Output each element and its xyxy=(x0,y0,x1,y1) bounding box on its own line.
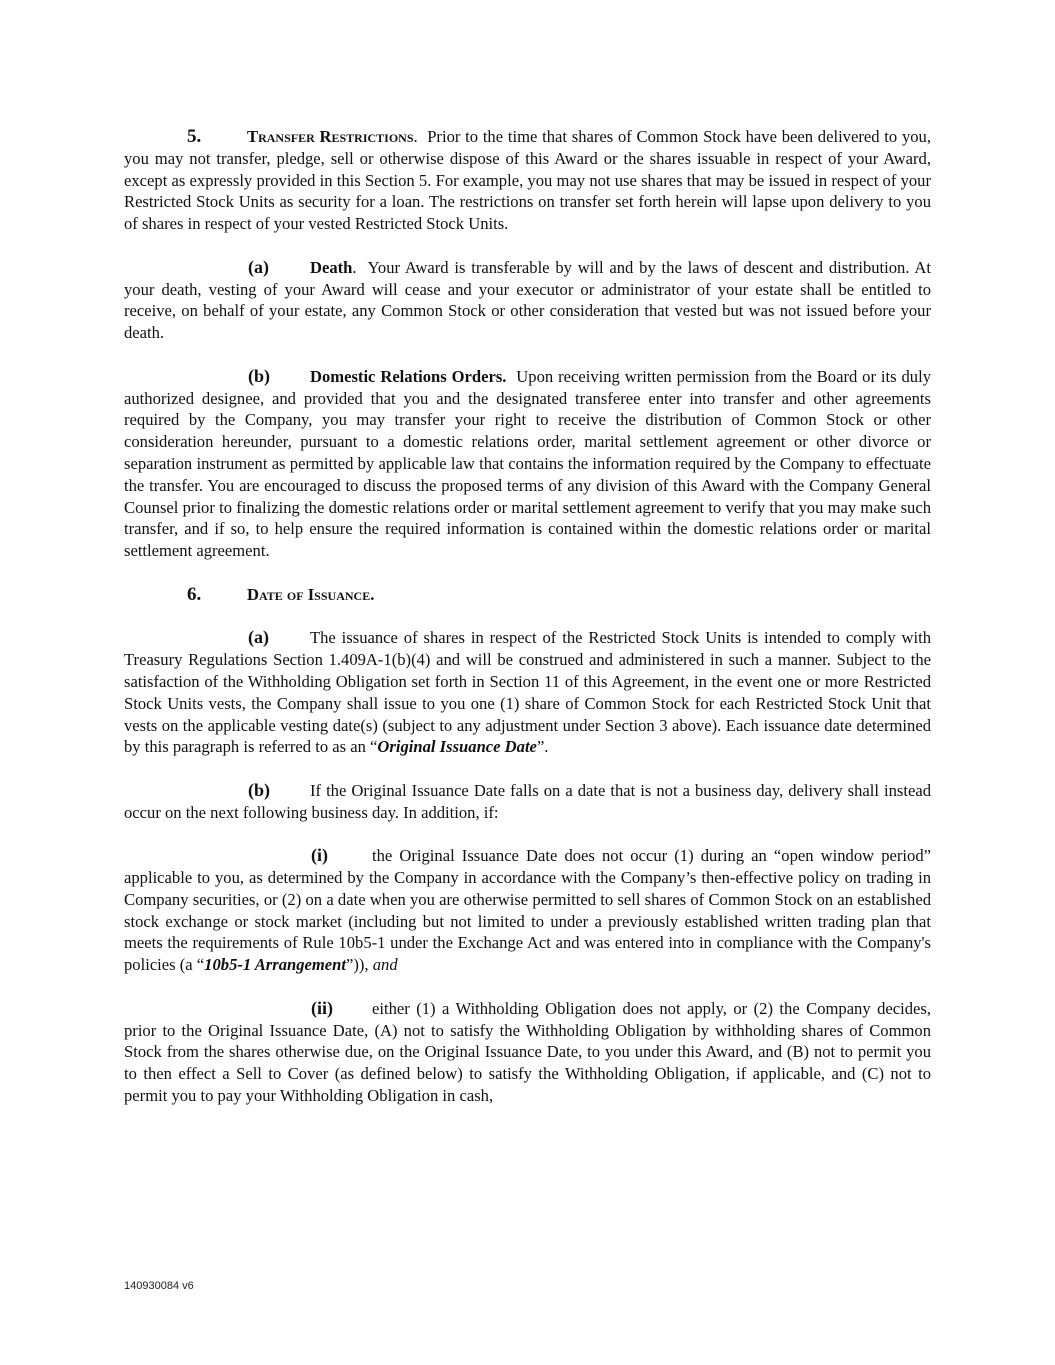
section-5b-paragraph xyxy=(124,366,931,562)
subsection-title: Death xyxy=(310,257,353,277)
section-6-heading xyxy=(124,584,931,606)
clause-conjunction: and xyxy=(372,955,398,975)
defined-term: Original Issuance Date xyxy=(377,737,537,757)
document-body xyxy=(124,126,931,1107)
subsection-text: Your Award is transferable by will and by the laws of descent and distribution. At your death, vesting of your Award will cease and your executor or administrator of your estate shall be entitled to receive, on behalf of your estate, any Common Stock or other consideration that vested but was not issued before your death. xyxy=(124,257,931,343)
section-text: Prior to the time that shares of Common Stock have been delivered to you, you may not transfer, pledge, sell or otherwise dispose of this Award or the shares issuable in respect of your Award, except as expressly provided in this Section 5. For example, you may not use shares that may be issued in respect of your Restricted Stock Units as security for a loan. The restrictions on transfer set forth herein will lapse upon delivery to you of shares in respect of your vested Restricted Stock Units. xyxy=(124,127,931,234)
section-6a-paragraph: (a) The issuance of shares in respect of the Restricted Stock Units is intended to comply with Treasury Regulations Section 1.409A-1(b)(4) and will be construed and administered in such a manner. Subject to the satisfaction of the Withholding Obligation set forth in Section 11 of this Agreement, in the event one or more Restricted Stock Units vests, the Company shall issue to you one (1) share of Common Stock for each Restricted Stock Unit that vests on the applicable vesting date(s) (subject to any adjustment under Section 3 above). Each issuance date determined by this paragraph is referred to as an “Original Issuance Date”. xyxy=(124,627,931,757)
section-title: Transfer Restrictions xyxy=(247,127,414,146)
subsection-label: (b) xyxy=(248,779,270,800)
clause-text: the Original Issuance Date does not occur (1) during an “open window period” applicable to you, as determined by the Company in accordance with the Company’s then-effective policy on trading in Company securities, or (2) on a date when you are otherwise permitted to sell shares of Common Stock on an established stock exchange or stock market (including but not limited to under a previously established written trading plan that meets the requirements of Rule 10b5-1 under the Exchange Act and was entered into in compliance with the Company's policies (a “ xyxy=(124,846,931,975)
section-6b-paragraph xyxy=(124,780,931,824)
document-id-footer: 140930084 v6 xyxy=(124,1280,194,1292)
section-5-paragraph: 5. Transfer Restrictions. Prior to the time that shares of Common Stock have been delivered to you, you may not transfer, pledge, sell or otherwise dispose of this Award or the shares issuable in respect of your Award, except as expressly provided in this Section 5. For example, you may not use shares that may be issued in respect of your Restricted Stock Units as security for a loan. The restrictions on transfer set forth herein will lapse upon delivery to you of shares in respect of your vested Restricted Stock Units. xyxy=(124,126,931,234)
subsection-label: (b) xyxy=(248,365,270,386)
clause-label: (ii) xyxy=(311,997,333,1018)
subsection-text: The issuance of shares in respect of the Restricted Stock Units is intended to comply with Treasury Regulations Section 1.409A-1(b)(4) and will be construed and administered in such a manner. Subject to the satisfaction of the Withholding Obligation set forth in Section 11 of this Agreement, in the event one or more Restricted Stock Units vests, the Company shall issue to you one (1) share of Common Stock for each Restricted Stock Unit that vests on the applicable vesting date(s) (subject to any adjustment under Section 3 above). Each issuance date determined by this paragraph is referred to as an “ xyxy=(124,628,931,757)
clause-text: either (1) a Withholding Obligation does not apply, or (2) the Company decides, prior to the Original Issuance Date, (A) not to satisfy the Withholding Obligation by withholding shares of Common Stock from the shares otherwise due, on the Original Issuance Date, to you under this Award, and (B) not to permit you to then effect a Sell to Cover (as defined below) to satisfy the Withholding Obligation, if applicable, and (C) not to permit you to pay your Withholding Obligation in cash, xyxy=(124,998,931,1106)
subsection-label: (a) xyxy=(248,256,269,277)
subsection-text: If the Original Issuance Date falls on a date that is not a business day, delivery shall instead occur on the next following business day. In addition, if: xyxy=(124,780,931,822)
section-6b-ii-paragraph xyxy=(124,998,931,1107)
section-title: Date of Issuance. xyxy=(247,584,375,604)
section-number: 5. xyxy=(187,126,202,147)
clause-label: (i) xyxy=(311,845,328,866)
section-6b-i-paragraph: (i) the Original Issuance Date does not occur (1) during an “open window period” applicable to you, as determined by the Company in accordance with the Company’s then-effective policy on trading in Company securities, or (2) on a date when you are otherwise permitted to sell shares of Common Stock on an established stock exchange or stock market (including but not limited to under a previously established written trading plan that meets the requirements of Rule 10b5-1 under the Exchange Act and was entered into in compliance with the Company's policies (a “10b5-1 Arrangement”)), and xyxy=(124,845,931,975)
section-number: 6. xyxy=(187,583,202,605)
subsection-text: Upon receiving written permission from the Board or its duly authorized designee, and provided that you and the designated transferee enter into transfer and other agreements required by the Company, you may transfer your right to receive the distribution of Common Stock or other consideration hereunder, pursuant to a domestic relations order, marital settlement agreement or other divorce or separation instrument as permitted by applicable law that contains the information required by the Company to effectuate the transfer. You are encouraged to discuss the proposed terms of any division of this Award with the Company General Counsel prior to finalizing the domestic relations order or marital settlement agreement to verify that you may make such transfer, and if so, to help ensure the required information is contained within the domestic relations order or marital settlement agreement. xyxy=(124,366,932,561)
subsection-title: Domestic Relations Orders. xyxy=(310,366,507,386)
defined-term: 10b5-1 Arrangement xyxy=(204,955,346,975)
section-5a-paragraph: (a) Death. Your Award is transferable by will and by the laws of descent and distribution. At your death, vesting of your Award will cease and your executor or administrator of your estate shall be entitled to receive, on behalf of your estate, any Common Stock or other consideration that vested but was not issued before your death. xyxy=(124,256,931,343)
subsection-label: (a) xyxy=(248,627,269,648)
